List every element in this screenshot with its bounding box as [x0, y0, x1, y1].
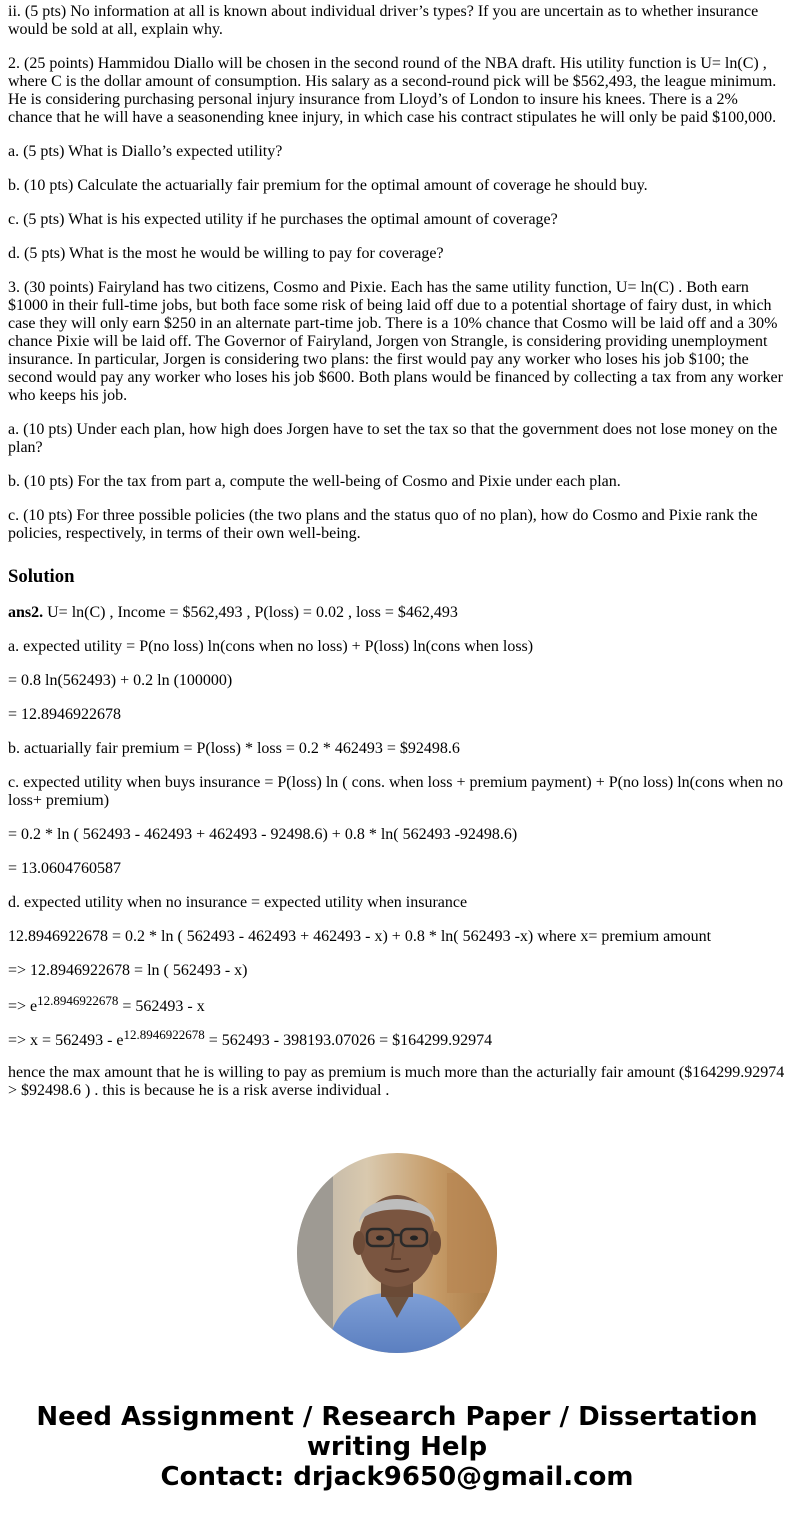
answer-label: ans2.	[8, 604, 44, 621]
answer-intro-text: U= ln(C) , Income = $562,493 , P(loss) = 0.02 , loss = $462,493	[43, 604, 458, 621]
exponent: 12.8946922678	[123, 1027, 205, 1042]
solution-heading: Solution	[8, 566, 75, 587]
question-3a: a. (10 pts) Under each plan, how high does Jorgen have to set the tax so that the government does not lose money on the plan?	[8, 421, 778, 456]
question-1-ii: ii. (5 pts) No information at all is known about individual driver’s types? If you are uncertain as to whether insurance would be sold at all, explain why.	[8, 3, 759, 38]
part-d-line-4-rest: = 562493 - x	[118, 998, 205, 1015]
answer-intro	[8, 604, 786, 622]
author-avatar	[297, 1153, 497, 1353]
document-body	[8, 3, 786, 1116]
question-2d: d. (5 pts) What is the most he would be willing to pay for coverage?	[8, 245, 444, 262]
part-d-line-3: => 12.8946922678 = ln ( 562493 - x)	[8, 962, 248, 979]
part-d-line-4-text: => e	[8, 998, 38, 1015]
part-c-line-2: = 0.2 * ln ( 562493 - 462493 + 462493 - 92498.6) + 0.8 * ln( 562493 -92498.6)	[8, 826, 518, 843]
question-2a: a. (5 pts) What is Diallo’s expected utility?	[8, 143, 283, 160]
part-d-line-5-rest: = 562493 - 398193.07026 = $164299.92974	[204, 1032, 493, 1049]
part-c-line-3: = 13.0604760587	[8, 860, 122, 877]
part-c-line-1: c. expected utility when buys insurance = P(loss) ln ( cons. when loss + premium payment) + P(no loss) ln(cons when no loss+ premium)	[8, 774, 783, 809]
part-a-line-2: = 0.8 ln(562493) + 0.2 ln (100000)	[8, 672, 233, 689]
conclusion: hence the max amount that he is willing to pay as premium is much more than the acturially fair amount ($164299.92974 > $92498.6 ) . this is because he is a risk averse individual .	[8, 1064, 785, 1099]
question-3c: c. (10 pts) For three possible policies (the two plans and the status quo of no plan), how do Cosmo and Pixie rank the policies, respectively, in terms of their own well-being.	[8, 507, 758, 542]
banner-line-1: Need Assignment / Research Paper / Dissertation	[36, 1402, 758, 1432]
exponent: 12.8946922678	[37, 993, 119, 1008]
question-3b: b. (10 pts) For the tax from part a, compute the well-being of Cosmo and Pixie under each plan.	[8, 473, 621, 490]
question-2b: b. (10 pts) Calculate the actuarially fair premium for the optimal amount of coverage he should buy.	[8, 177, 648, 194]
part-d-line-4	[8, 993, 786, 1018]
banner-line-2: writing Help	[306, 1432, 488, 1462]
part-d-line-5	[8, 1027, 786, 1052]
part-a-line-3: = 12.8946922678	[8, 706, 122, 723]
part-b-line-1: b. actuarially fair premium = P(loss) * loss = 0.2 * 462493 = $92498.6	[8, 740, 460, 757]
contact-email: Contact: drjack9650@gmail.com	[160, 1462, 634, 1492]
question-3: 3. (30 points) Fairyland has two citizens, Cosmo and Pixie. Each has the same utility function, U= ln(C) . Both earn $1000 in their full-time jobs, but both face some risk of being laid off due to a potential shortage of fairy dust, in which case they will only earn $250 in an alternate part-time job. There is a 10% chance that Cosmo will be laid off and a 30% chance Pixie will be laid off. The Governor of Fairyland, Jorgen von Strangle, is considering providing unemployment insurance. In particular, Jorgen is considering two plans: the first would pay any worker who loses his job $100; the second would pay any worker who loses his job $600. Both plans would be financed by collecting a tax from any worker who keeps his job.	[8, 279, 783, 404]
contact-banner	[0, 1402, 794, 1492]
part-d-line-2: 12.8946922678 = 0.2 * ln ( 562493 - 462493 + 462493 - x) + 0.8 * ln( 562493 -x) where x= premium amount	[8, 928, 712, 945]
question-2c: c. (5 pts) What is his expected utility if he purchases the optimal amount of coverage?	[8, 211, 558, 228]
part-d-line-5-text: => x = 562493 - e	[8, 1032, 124, 1049]
author-portrait	[297, 1153, 497, 1353]
question-2: 2. (25 points) Hammidou Diallo will be chosen in the second round of the NBA draft. His utility function is U= ln(C) , where C is the dollar amount of consumption. His salary as a second-round pick will be $562,493, the league minimum. He is considering purchasing personal injury insurance from Lloyd’s of London to insure his knees. There is a 2% chance that he will have a seasonending knee injury, in which case his contract stipulates he will only be paid $100,000.	[8, 55, 777, 126]
part-d-line-1: d. expected utility when no insurance = expected utility when insurance	[8, 894, 468, 911]
part-a-line-1: a. expected utility = P(no loss) ln(cons when no loss) + P(loss) ln(cons when loss)	[8, 638, 534, 655]
